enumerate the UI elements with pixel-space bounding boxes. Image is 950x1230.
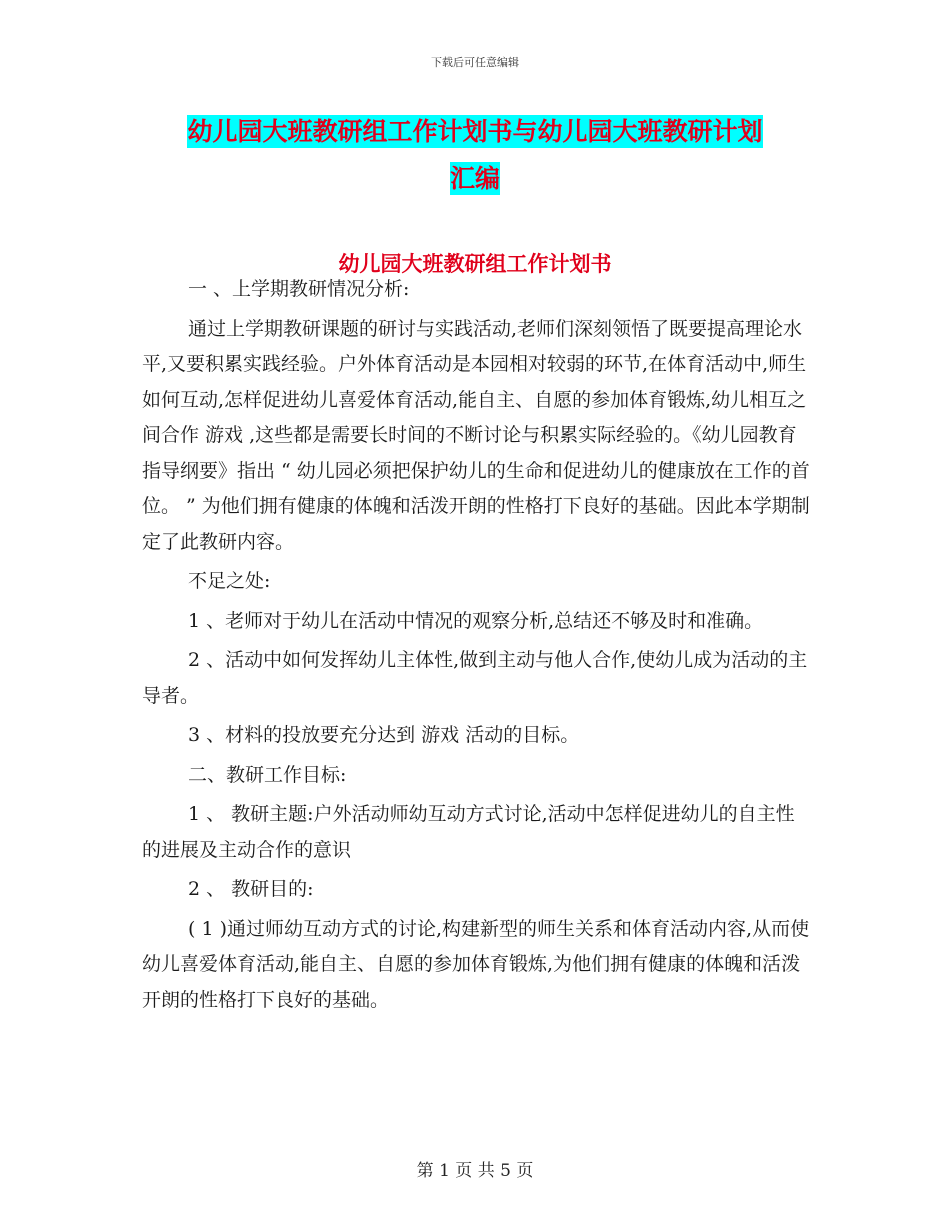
page-number: 第 1 页 共 5 页 — [416, 1161, 534, 1181]
document-title — [140, 108, 810, 202]
body-text — [142, 272, 810, 1018]
paragraph: 通过上学期教研课题的研讨与实践活动,老师们深刻领悟了既要提高理论水平,又要积累实践经验。户外体育活动是本园相对较弱的环节,在体育活动中,师生如何互动,怎样促进幼儿喜爱体育活动,能自主、自愿的参加体育锻炼,幼儿相互之间合作 游戏 ,这些都是需要长时间的不断讨论与积累实际经验的。《幼儿园教育指导纲要》指出 “ 幼儿园必须把保护幼儿的生命和促进幼儿的健康放在工作的首位。 ” 为他们拥有健康的体魄和活泼开朗的性格打下良好的基础。因此本学期制定了此教研内容。 — [142, 317, 810, 553]
title-line-1: 幼儿园大班教研组工作计划书与幼儿园大班教研计划 — [187, 117, 763, 146]
list-item: ( 1 )通过师幼互动方式的讨论,构建新型的师生关系和体育活动内容,从而使幼儿喜爱体育活动,能自主、自愿的参加体育锻炼,为他们拥有健康的体魄和活泼开朗的性格打下良好的基础。 — [142, 917, 810, 1011]
paragraph-heading-1: 一 、上学期教研情况分析: — [188, 278, 410, 300]
list-item: 2 、 教研目的: — [188, 878, 314, 900]
list-item: 1 、 教研主题:户外活动师幼互动方式讨论,活动中怎样促进幼儿的自主性的进展及主动合作的意识 — [142, 803, 795, 861]
title-line-2: 汇编 — [449, 164, 500, 193]
list-item: 2 、活动中如何发挥幼儿主体性,做到主动与他人合作,使幼儿成为活动的主导者。 — [142, 649, 808, 707]
paragraph-heading-2: 二、教研工作目标: — [188, 763, 347, 786]
header-note: 下载后可任意编辑 — [431, 56, 519, 69]
section-title: 幼儿园大班教研组工作计划书 — [338, 251, 612, 276]
list-item: 3 、材料的投放要充分达到 游戏 活动的目标。 — [188, 724, 580, 746]
list-item: 1 、老师对于幼儿在活动中情况的观察分析,总结还不够及时和准确。 — [188, 609, 764, 632]
paragraph-subheading: 不足之处: — [188, 570, 271, 592]
